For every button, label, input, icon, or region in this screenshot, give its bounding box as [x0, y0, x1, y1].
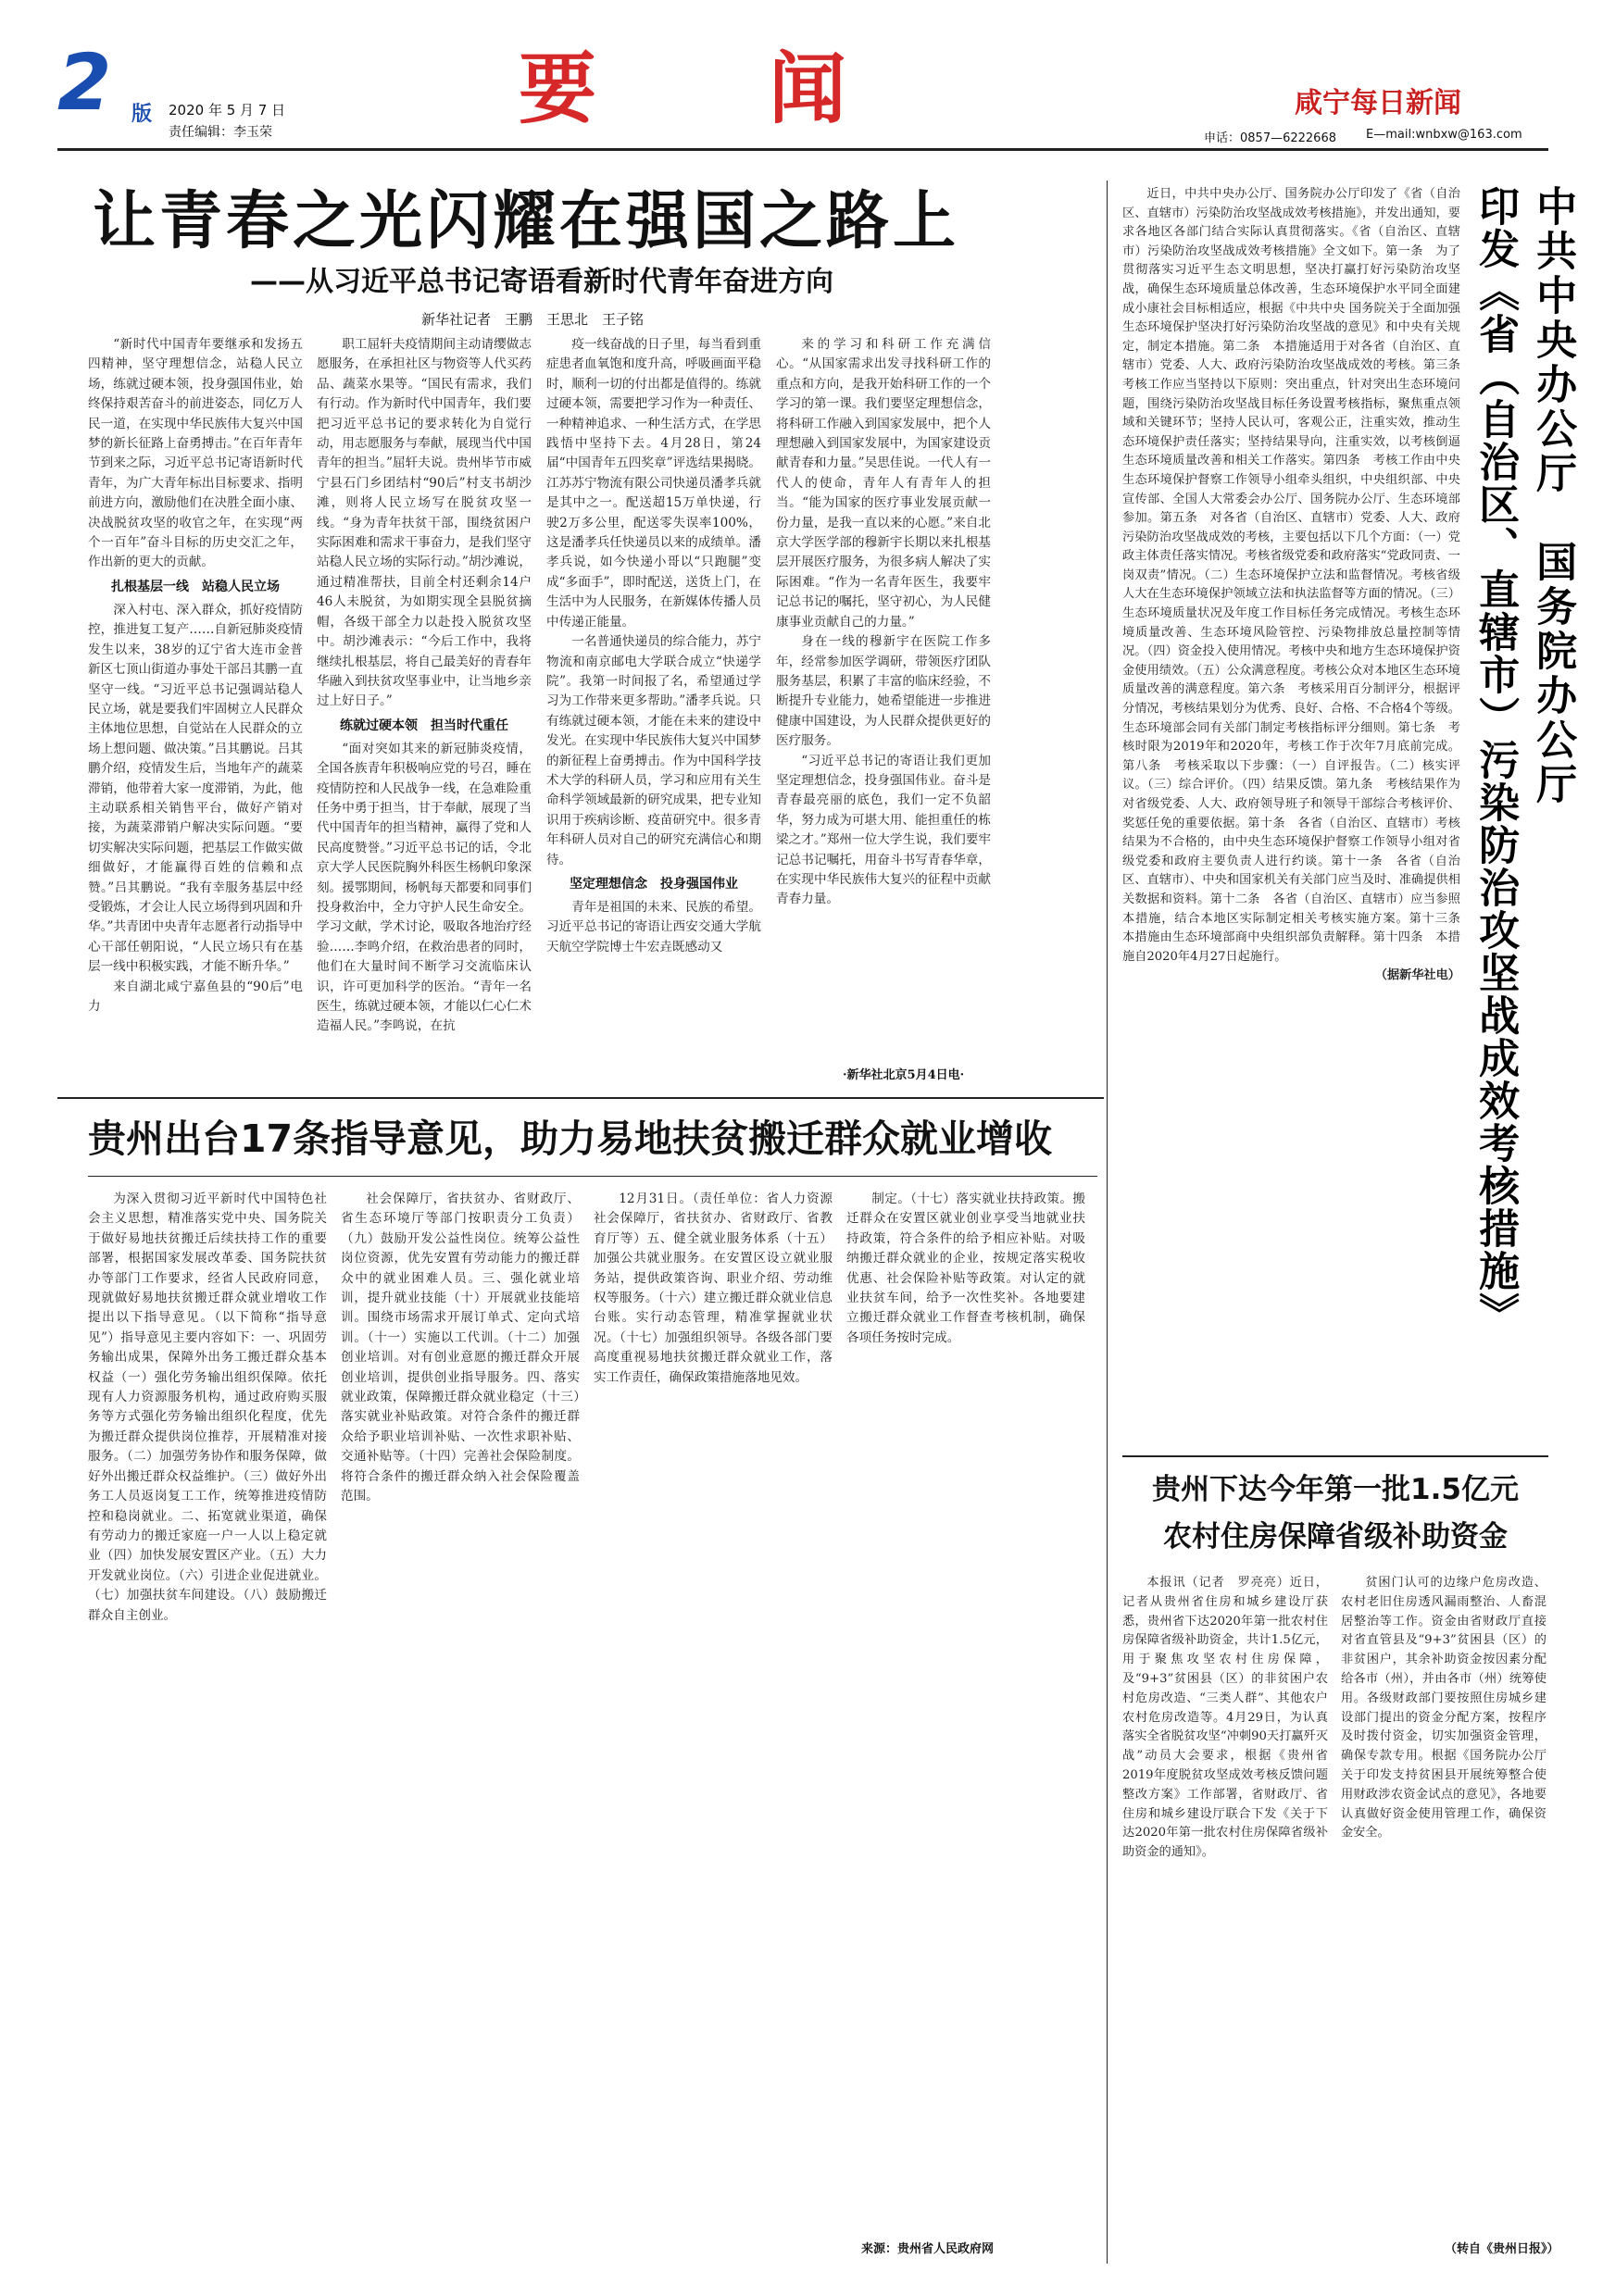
housing-source: （转自《贵州日报》） — [1445, 2242, 1559, 2256]
headline-col-b-text: 印发《省（自治区、直辖市）污染防治攻坚战成效考核措施》 — [1472, 185, 1520, 1335]
lead-para: 一名普通快递员的综合能力，苏宁物流和南京邮电大学联合成立“快递学院”。我第一时间报了名，希望通过学习为工作带来更多帮助。”潘孝兵说。只有练就过硬本领，才能在未来的建设中发光。在实现中华民族伟大复兴中国梦的新征程上奋勇搏击。作为中国科学技术大学的科研人员，学习和应用有关生命科学领域最新的研究成果，把专业知识用于疾病诊断、疫苗研究中。很多青年科研人员对自己的研究充满信心和期待。 — [546, 634, 761, 867]
lead-para: 青年是祖国的未来、民族的希望。习近平总书记的寄语让西安交通大学航天航空学院博士牛宏垚既感动又 — [546, 899, 761, 955]
section-rule — [57, 1097, 1104, 1099]
lead-para: 职工屈轩夫疫情期间主动请缨做志愿服务，在承担社区与物资等人代买药品、蔬菜水果等。“国民有需求，我们有行动。作为新时代中国青年，我们要把习近平总书记的要求转化为自觉行动，用志愿服务与奉献，展现当代中国青年的担当。”屈轩夫说。贵州毕节市威宁县石门乡团结村“90后”村支书胡沙滩，则将人民立场写在脱贫攻坚一线。“身为青年扶贫干部，围绕贫困户实际困难和需求干事奋力，是我们坚守站稳人民立场的实际行动。”胡沙滩说，通过精准帮扶，目前全村还剩余14户46人未脱贫，为如期实现全县脱贫摘帽，各级干部全力以赴投入脱贫攻坚中。胡沙滩表示：“今后工作中，我将继续扎根基层，将自己最美好的青春年华融入到扶贫攻坚事业中，让当地乡亲过上好日子。” — [317, 337, 532, 709]
guizhou-col-3 — [594, 1190, 833, 2264]
page-number-suffix: 版 — [131, 103, 153, 126]
headline-col-a — [1525, 185, 1579, 807]
page-number: 2 — [57, 37, 112, 128]
lead-para: 来自湖北咸宁嘉鱼县的“90后”电力 — [88, 979, 303, 1014]
guizhou-para: 社会保障厅，省扶贫办、省财政厅、省生态环境厅等部门按职责分工负责）（九）鼓励开发公益性岗位。统筹公益性岗位资源，优先安置有劳动能力的搬迁群众中的就业困难人员。三、强化就业培训，提升就业技能（十）开展就业技能培训。围绕市场需求开展订单式、定向式培训。（十一）实施以工代训。（十二）加强创业培训。对有创业意愿的搬迁群众开展创业培训，提供创业指导服务。四、落实就业政策，保障搬迁群众就业稳定（十三）落实就业补贴政策。对符合条件的搬迁群众给予职业培训补贴、一次性求职补贴、交通补贴等。（十四）完善社会保险制度。将符合条件的搬迁群众纳入社会保险覆盖范围。 — [341, 1192, 580, 1504]
lead-para: 疫一线奋战的日子里，每当看到重症患者血氧饱和度升高，呼吸画面平稳时，顺利一切的付出都是值得的。练就过硬本领，需要把学习作为一种责任、一种精神追求、一种生活方式，在学思践悟中坚持下去。4月28日，第24届“中国青年五四奖章”评选结果揭晓。江苏苏宁物流有限公司快递员潘孝兵就是其中之一。配送超15万单快递，行驶2万多公里，配送零失误率100%，这是潘孝兵任快递员以来的成绩单。潘孝兵说，如今快递小哥以“只跑腿”变成“多面手”，即时配送，送货上门，在生活中为人民服务，在新媒体传播人员中传递正能量。 — [546, 337, 761, 630]
guizhou-source: 来源：贵州省人民政府网 — [861, 2242, 995, 2256]
guizhou-col-4 — [846, 1190, 1085, 2227]
lead-para: “面对突如其来的新冠肺炎疫情，全国各族青年积极响应党的号召，睡在疫情防控和人民战争一线，在急难险重任务中勇于担当，甘于奉献，展现了当代中国青年的担当精神，赢得了党和人民高度赞誉。”习近平总书记的话，令北京大学人民医院胸外科医生杨帆印象深刻。援鄂期间，杨帆每天都要和同事们投身救治中，全力守护人民生命安全。学习文献，学术讨论，吸取各地治疗经验……李鸣介绍，在救治患者的同时，他们在大量时间不断学习交流临床认识，许可更加科学的医治。“青年一名医生，练就过硬本领，才能以仁心仁术造福人民。”李鸣说，在抗 — [317, 741, 532, 1034]
lead-subtitle: ——从习近平总书记寄语看新时代青年奋进方向 — [250, 266, 833, 298]
section-title: 要 闻 — [519, 44, 853, 134]
contact-phone: 申话：0857—6222668 — [1204, 131, 1336, 145]
lead-para: 深入村屯、深入群众，抓好疫情防控，推进复工复产……自新冠肺炎疫情发生以来，38岁的辽宁省大连市金普新区七顶山街道办事处干部吕其鹏一直坚守一线。“习近平总书记强调站稳人民立场，就是要我们牢固树立人民群众主体地位思想，自觉站在人民群众的立场上想问题、做决策。”吕其鹏说。吕其鹏介绍，疫情发生后，当地年产的蔬菜滞销，他带着大家一度滞销，为此，他主动联系相关销售平台，做好产销对接，为蔬菜滞销户解决实际问题。“要切实解决实际问题，把基层工作做实做细做好，才能赢得百姓的信赖和点赞。”吕其鹏说。“我有幸服务基层中经受锻炼，才会让人民立场得到巩固和升华。”共青团中央青年志愿者行动指导中心干部任朝阳说，“人民立场只有在基层一线中积极实践，才能不断升华。” — [88, 602, 303, 975]
lead-para: “习近平总书记的寄语让我们更加坚定理想信念，投身强国伟业。奋斗是青春最亮丽的底色，我们一定不负韶华，努力成为可堪大用、能担重任的栋梁之才。”郑州一位大学生说，我们要牢记总书记嘱托，用奋斗书写青春华章，在实现中华民族伟大复兴的征程中贡献青春力量。 — [776, 753, 991, 907]
guizhou-para: 制定。（十七）落实就业扶持政策。搬迁群众在安置区就业创业享受当地就业扶持政策，符合条件的给予相应补贴。对吸纳搬迁群众就业的企业，按规定落实税收优惠、社会保险补贴等政策。对认定的就业扶贫车间，给予一次性奖补。各地要建立搬迁群众就业工作督查考核机制，确保各项任务按时完成。 — [846, 1192, 1085, 1345]
housing-col-2 — [1341, 1574, 1547, 2231]
lead-dateline: ·新华社北京5月4日电· — [843, 1068, 965, 1082]
lead-col-3 — [546, 335, 761, 1083]
issue-date: 2020 年 5 月 7 日 — [169, 102, 286, 119]
lead-subhead-3: 坚定理想信念 投身强国伟业 — [570, 876, 738, 892]
lead-col-1 — [88, 335, 303, 1083]
housing-para: 本报讯（记者 罗亮亮）近日，记者从贵州省住房和城乡建设厅获悉，贵州省下达2020年第一批农村住房保障省级补助资金，共计1.5亿元，用于聚焦攻坚农村住房保障，及“9+3”贫困县（区）的非贫困户农村危房改造、“三类人群”、其他农户农村危房改造等。4月29日，为认真落实全省脱贫攻坚“冲刺90天打赢歼灭战”动员大会要求，根据《贵州省2019年度脱贫攻坚成效考核反馈问题整改方案》工作部署，省财政厅、省住房和城乡建设厅联合下发《关于下达2020年第一批农村住房保障省级补助资金的通知》。 — [1122, 1576, 1328, 1860]
lead-para: 身在一线的穆新宇在医院工作多年，经常参加医学调研，带领医疗团队服务基层，积累了丰富的临床经验，不断提升专业能力，她希望能进一步推进健康中国建设，为人民群众提供更好的医疗服务。 — [776, 634, 991, 749]
housing-title-line-1: 贵州下达今年第一批1.5亿元 — [1152, 1473, 1519, 1506]
housing-title-line-2: 农村住房保障省级补助资金 — [1163, 1520, 1508, 1554]
headline-col-b — [1468, 185, 1522, 1335]
right-story-para: 近日，中共中央办公厅、国务院办公厅印发了《省（自治区、直辖市）污染防治攻坚战成效考核措施》，并发出通知，要求各地区各部门结合实际认真贯彻落实。《省（自治区、直辖市）污染防治攻坚战成效考核措施》全文如下。第一条 为了贯彻落实习近平生态文明思想，坚决打赢打好污染防治攻坚战，确保生态环境质量总体改善，生态环境保护水平同全面建成小康社会目标相适应，根据《中共中央 国务院关于全面加强生态环境保护坚决打好污染防治攻坚战的意见》和中央有关规定，制定本措施。第二条 本措施适用于对各省（自治区、直辖市）党委、人大、政府污染防治攻坚战成效的考核。第三条 考核工作应当坚持以下原则：突出重点，针对突出生态环境问题，围绕污染防治攻坚战目标任务设置考核指标，聚焦重点领域和关键环节；坚持人民认可，客观公正，注重实效，推动生态环境保护责任落实；坚持结果导向，注重实效，以考核倒逼生态环境质量改善和相关工作落实。第四条 考核工作由中央生态环境保护督察工作领导小组牵头组织，中央组织部、中央宣传部、全国人大常委会办公厅、国务院办公厅、生态环境部参加。第五条 对各省（自治区、直辖市）党委、人大、政府污染防治攻坚战成效的考核，主要包括以下几个方面：（一）党政主体责任落实情况。考核省级党委和政府落实“党政同责、一岗双责”情况。（二）生态环境保护立法和监督情况。考核省级人大在生态环境保护领域立法和执法监督等方面的情况。（三）生态环境质量状况及年度工作目标任务完成情况。考核生态环境质量改善、生态环境风险管控、污染物排放总量控制等情况。（四）资金投入使用情况。考核中央和地方生态环境保护资金使用绩效。（五）公众满意程度。考核公众对本地区生态环境质量改善的满意程度。第六条 考核采用百分制评分，根据评分情况，考核结果划分为优秀、良好、合格、不合格4个等级。生态环境部会同有关部门制定考核指标评分细则。第七条 考核时限为2019年和2020年，考核工作于次年7月底前完成。第八条 考核采取以下步骤：（一）自评报告。（二）核实评议。（三）综合评价。（四）结果反馈。第九条 考核结果作为对省级党委、人大、政府领导班子和领导干部综合考核评价、奖惩任免的重要依据。第十条 各省（自治区、直辖市）考核结果为不合格的，由中央生态环境保护督察工作领导小组对省级党委和政府主要负责人进行约谈。第十一条 各省（自治区、直辖市）、中央和国家机关有关部门应当及时、准确提供相关数据和资料。第十二条 各省（自治区、直辖市）应当参照本措施，结合本地区实际制定相关考核实施方案。第十三条 本措施由生态环境部商中央组织部负责解释。第十四条 本措施自2020年4月27日起施行。 — [1122, 187, 1473, 964]
lead-subhead-2: 练就过硬本领 担当时代重任 — [340, 718, 508, 733]
lead-col-2 — [317, 335, 532, 1083]
guizhou-para: 12月31日。（责任单位：省人力资源社会保障厅，省扶贫办、省财政厅、省教育厅等）五、健全就业服务体系（十五）加强公共就业服务。在安置区设立就业服务站，提供政策咨询、职业介绍、劳动维权等服务。（十六）建立搬迁群众就业信息台账。实行动态管理，精准掌握就业状况。（十七）加强组织领导。各级各部门要高度重视易地扶贫搬迁群众就业工作，落实工作责任，确保政策措施落地见效。 — [594, 1192, 833, 1385]
editor-credit: 责任编辑：李玉荣 — [169, 125, 272, 140]
right-story-body — [1122, 185, 1473, 1444]
lead-col-4 — [776, 335, 991, 1057]
masthead-rule — [57, 148, 1548, 151]
column-divider — [1107, 181, 1108, 1106]
guizhou-title-rule — [88, 1176, 1097, 1177]
lead-para: “新时代中国青年要继承和发扬五四精神，坚守理想信念，站稳人民立场，练就过硬本领，投身强国伟业，始终保持艰苦奋斗的前进姿态，同亿万人民一道，在实现中华民族伟大复兴中国梦的新长征路上奋勇搏击。”在百年青年节到来之际，习近平总书记寄语新时代青年，为广大青年标出目标要求、指明前进方向，激励他们在决胜全面小康、决战脱贫攻坚的收官之年，在实现“两个一百年”奋斗目标的历史交汇之年，作出新的更大的贡献。 — [88, 337, 303, 570]
housing-col-1 — [1122, 1574, 1328, 2250]
lead-byline: 新华社记者 王鹏 王思北 王子铭 — [421, 311, 645, 328]
guizhou-title: 贵州出台17条指导意见，助力易地扶贫搬迁群众就业增收 — [88, 1117, 1053, 1161]
guizhou-para: 为深入贯彻习近平新时代中国特色社会主义思想，精准落实党中央、国务院关于做好易地扶贫搬迁后续扶持工作的重要部署，根据国家发展改革委、国务院扶贫办等部门工作要求，经省人民政府同意，现就做好易地扶贫搬迁群众就业增收工作提出以下指导意见。（以下简称“指导意见”）指导意见主要内容如下：一、巩固劳务输出成果，保障外出务工搬迁群众基本权益（一）强化劳务输出组织保障。依托现有人力资源服务机构，通过政府购买服务等方式强化劳务输出组织化程度，优先为搬迁群众提供岗位推荐，开展精准对接服务。（二）加强劳务协作和服务保障，做好外出搬迁群众权益维护。（三）做好外出务工人员返岗复工工作，统筹推进疫情防控和稳岗就业。二、拓宽就业渠道，确保有劳动力的搬迁家庭一户一人以上稳定就业（四）加快发展安置区产业。（五）大力开发就业岗位。（六）引进企业促进就业。（七）加强扶贫车间建设。（八）鼓励搬迁群众自主创业。 — [88, 1192, 327, 1623]
lead-para: 来的学习和科研工作充满信心。“从国家需求出发寻找科研工作的重点和方向，是我开始科研工作的一个学习的第一课。我们要坚定理想信念，将科研工作融入到国家发展中，把个人理想融入到国家发展中，为国家建设贡献青春和力量。”吴思佳说。一代人有一代人的使命，青年人有青年人的担当。“能为国家的医疗事业发展贡献一份力量，是我一直以来的心愿。”来自北京大学医学部的穆新宇长期以来扎根基层开展医疗服务，为很多病人解决了实际困难。“作为一名青年医生，我要牢记总书记的嘱托，坚守初心，为人民健康事业贡献自己的力量。” — [776, 337, 991, 630]
housing-top-rule — [1122, 1455, 1548, 1457]
guizhou-col-2 — [341, 1190, 580, 2264]
lead-title: 让青春之光闪耀在强国之路上 — [93, 185, 960, 258]
right-story-source: （据新华社电） — [1374, 968, 1460, 983]
right-story-headline — [1468, 185, 1579, 1335]
paper-logo: 咸宁每日新闻 — [1295, 87, 1461, 119]
lead-subhead-1: 扎根基层一线 站稳人民立场 — [111, 579, 280, 594]
contact-email: E—mail:wnbxw@163.com — [1366, 128, 1522, 142]
column-divider-lower — [1107, 1106, 1108, 2264]
housing-para: 贫困门认可的边缘户危房改造、农村老旧住房透风漏雨整治、人畜混居整治等工作。资金由省财政厅直接对省直管县及“9+3”贫困县（区）的非贫困户，其余补助资金按因素分配给各市（州），并由各市（州）统筹使用。各级财政部门要按照住房城乡建设部门提出的资金分配方案，按程序及时拨付资金，切实加强资金管理，确保专款专用。根据《国务院办公厅关于印发支持贫困县开展统筹整合使用财政涉农资金试点的意见》，各地要认真做好资金使用管理工作，确保资金安全。 — [1341, 1576, 1547, 1841]
headline-col-a-text: 中共中央办公厅 国务院办公厅 — [1529, 185, 1577, 807]
guizhou-col-1 — [88, 1190, 327, 2264]
